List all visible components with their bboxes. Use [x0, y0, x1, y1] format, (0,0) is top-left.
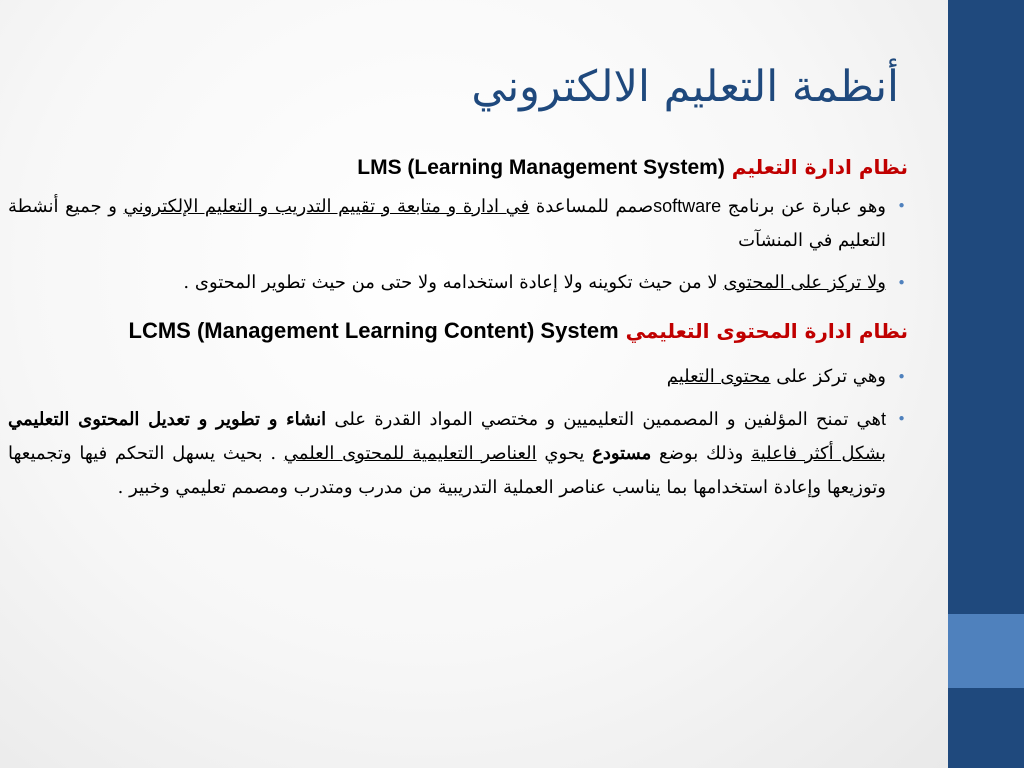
underlined-text: في ادارة و متابعة و تقييم التدريب و التعليم الإلكتروني — [123, 196, 530, 217]
text-run: وهو عبارة عن برنامج — [721, 196, 886, 217]
text-run: هي تمنح المؤلفين و المصممين التعليميين و مختصي المواد القدرة على — [326, 409, 881, 430]
bold-text: انشاء و تطوير و تعديل المحتوى التعليمي — [8, 409, 327, 430]
list-item — [8, 402, 908, 505]
underlined-text: العناصر التعليمية للمحتوى العلمي — [283, 443, 537, 464]
lcms-heading-arabic: نظام ادارة المحتوى التعليمي — [625, 319, 908, 343]
text-run: وذلك بوضع — [651, 443, 752, 464]
list-item — [8, 360, 908, 394]
bullet-icon: • — [897, 368, 906, 386]
right-accent-block — [948, 614, 1024, 688]
bullet-icon: • — [897, 274, 906, 292]
text-run: صمم للمساعدة — [529, 196, 654, 217]
list-item — [8, 266, 908, 300]
software-term: software — [653, 196, 722, 216]
text-run: لا من حيث تكوينه ولا إعادة استخدامه ولا حتى من حيث تطوير المحتوى . — [183, 272, 724, 293]
lms-heading-english: LMS (Learning Management System) — [357, 156, 725, 179]
slide-title: أنظمة التعليم الالكتروني — [471, 62, 899, 112]
lcms-bullet-list — [8, 360, 908, 505]
underlined-text: محتوى التعليم — [666, 366, 771, 387]
text-run: يحوي — [536, 443, 593, 464]
text-run: و جميع أنشطة التعليم في المنشآت — [8, 196, 886, 251]
underlined-text: بشكل أكثر فاعلية — [751, 443, 886, 464]
bullet-icon: • — [897, 197, 906, 215]
lcms-heading — [8, 308, 908, 354]
lms-bullet-list — [8, 189, 908, 300]
text-run: t — [880, 409, 886, 429]
text-run: وهي تركز على — [770, 366, 886, 387]
text-run: . بحيث يسهل التحكم فيها وتجميعها وتوزيعها وإعادة استخدامها بما يناسب عناصر العملية التدريبية من مدرب ومتدرب ومصمم تعليمي وخبير . — [8, 443, 886, 498]
underlined-text: ولا تركز على المحتوى — [723, 272, 886, 293]
lcms-heading-english: LCMS (Management Learning Content) System — [128, 318, 619, 343]
bullet-icon: • — [897, 410, 906, 428]
bold-text: مستودع — [592, 443, 652, 464]
slide-content — [8, 152, 908, 513]
lms-heading — [8, 152, 908, 183]
list-item — [8, 189, 908, 258]
lms-heading-arabic: نظام ادارة التعليم — [731, 155, 908, 179]
